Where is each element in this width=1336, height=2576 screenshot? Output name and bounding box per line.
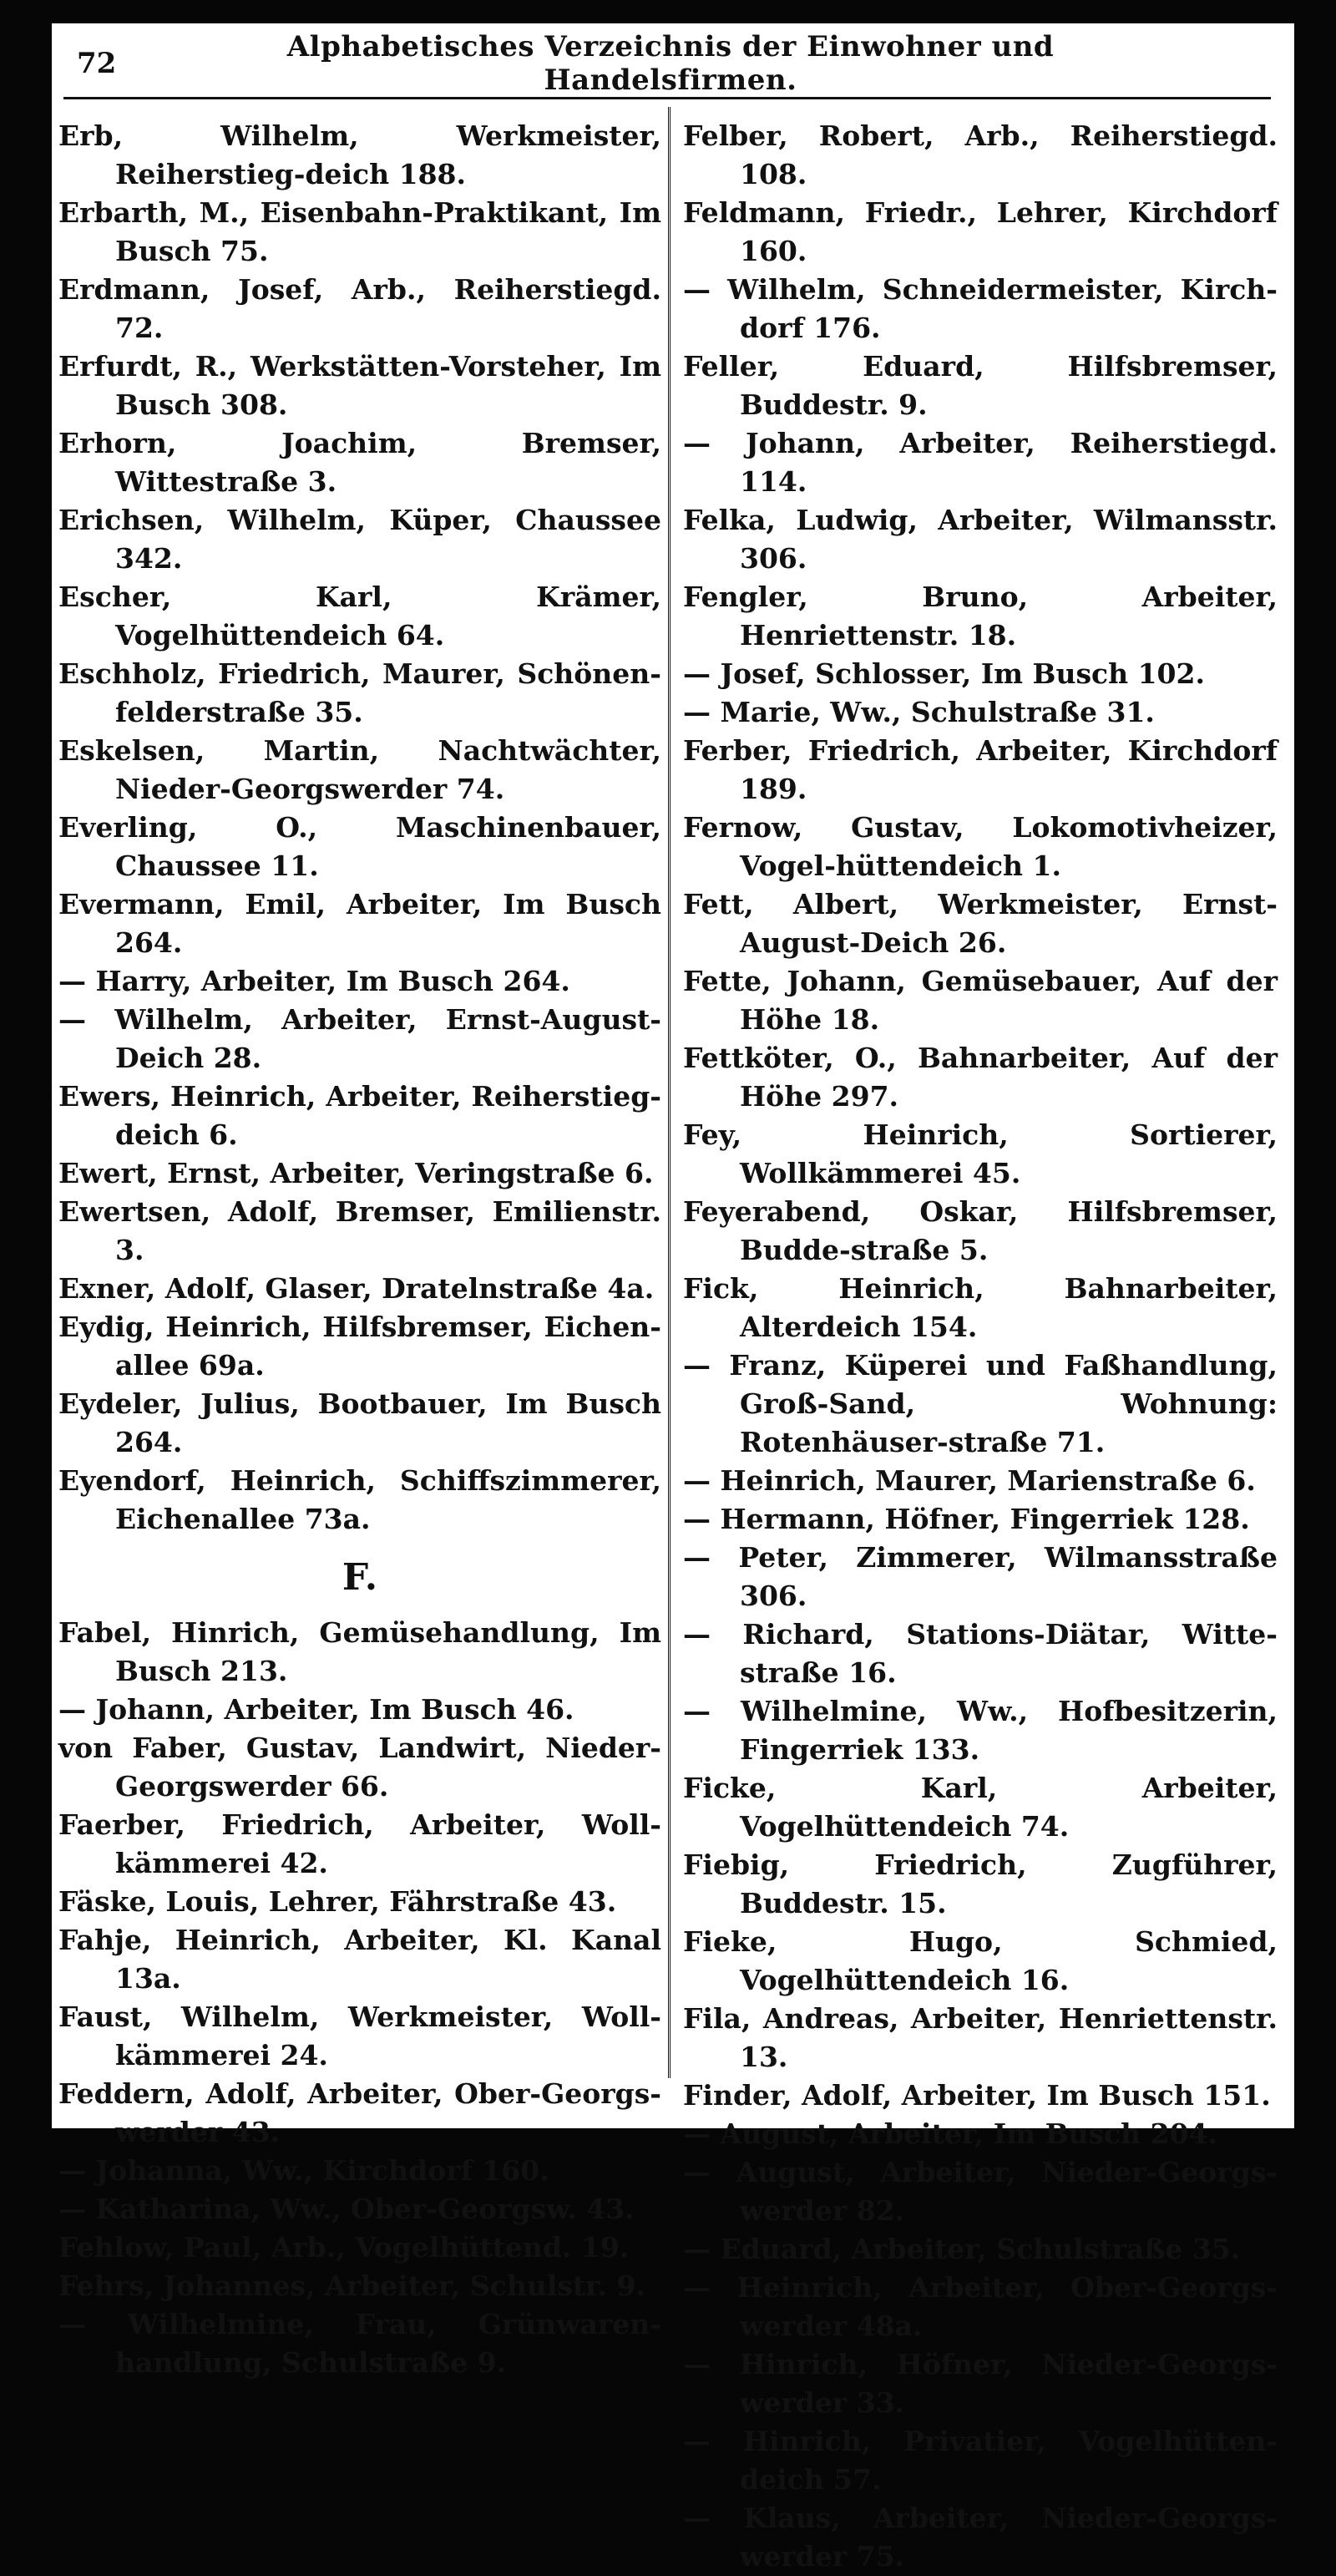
directory-entry: Faust, Wilhelm, Werkmeister, Woll-kämmerei 24. <box>58 2000 661 2071</box>
page-title: Alphabetisches Verzeichnis der Einwohner und Handelsfirmen. <box>286 30 1055 97</box>
directory-entry: Finder, Adolf, Arbeiter, Im Busch 151. <box>683 2079 1271 2112</box>
directory-entry: — Eduard, Arbeiter, Schulstraße 35. <box>683 2233 1241 2265</box>
directory-entry: — Hinrich, Privatier, Vogelhütten-deich 57. <box>683 2425 1278 2496</box>
directory-entry: Ewertsen, Adolf, Bremser, Emilienstr. 3. <box>58 1195 661 1266</box>
directory-entry: Exner, Adolf, Glaser, Dratelnstraße 4a. <box>58 1272 655 1305</box>
directory-entry: Felber, Robert, Arb., Reiherstiegd. 108. <box>683 119 1278 190</box>
directory-entry: Fettköter, O., Bahnarbeiter, Auf der Höhe 297. <box>683 1042 1278 1113</box>
directory-entry: von Faber, Gustav, Landwirt, Nieder-Georgswerder 66. <box>58 1732 661 1803</box>
left-entries-f <box>58 1614 661 2382</box>
directory-entry: Feldmann, Friedr., Lehrer, Kirchdorf 160. <box>683 196 1278 267</box>
directory-entry: — Wilhelmine, Ww., Hofbesitzerin, Fingerriek 133. <box>683 1695 1278 1766</box>
directory-entry: Fäske, Louis, Lehrer, Fährstraße 43. <box>58 1885 617 1918</box>
directory-entry: — Franz, Küperei und Faßhandlung, Groß-Sand, Wohnung: Rotenhäuser-straße 71. <box>683 1349 1278 1458</box>
directory-entry: Escher, Karl, Krämer, Vogelhüttendeich 64. <box>58 581 661 652</box>
directory-entry: Erdmann, Josef, Arb., Reiherstiegd. 72. <box>58 273 661 344</box>
page-header <box>77 30 1264 97</box>
directory-entry: Fehlow, Paul, Arb., Vogelhüttend. 19. <box>58 2231 630 2264</box>
directory-entry: Faerber, Friedrich, Arbeiter, Woll-kämmerei 42. <box>58 1808 661 1879</box>
directory-entry: Fehrs, Johannes, Arbeiter, Schulstr. 9. <box>58 2269 645 2302</box>
directory-entry: Fette, Johann, Gemüsebauer, Auf der Höhe 18. <box>683 965 1278 1036</box>
directory-entry: Eschholz, Friedrich, Maurer, Schönen-felderstraße 35. <box>58 657 661 728</box>
directory-entry: Fick, Heinrich, Bahnarbeiter, Alterdeich 154. <box>683 1272 1278 1343</box>
section-letter-f: F. <box>342 1556 378 1599</box>
directory-entry: — Katharina, Ww., Ober-Georgsw. 43. <box>58 2193 635 2225</box>
directory-entry: Eydig, Heinrich, Hilfsbremser, Eichen-allee 69a. <box>58 1311 661 1382</box>
directory-entry: Fiebig, Friedrich, Zugführer, Buddestr. 15. <box>683 1848 1278 1919</box>
left-entries-e <box>58 117 661 1539</box>
directory-entry: Ficke, Karl, Arbeiter, Vogelhüttendeich 74. <box>683 1772 1278 1843</box>
directory-entry: — Hermann, Höfner, Fingerriek 128. <box>683 1503 1250 1535</box>
directory-entry: — Wilhelm, Arbeiter, Ernst-August-Deich 28. <box>58 1003 661 1074</box>
directory-entry: Fila, Andreas, Arbeiter, Henriettenstr. 13. <box>683 2002 1278 2073</box>
directory-entry: Eydeler, Julius, Bootbauer, Im Busch 264. <box>58 1387 661 1458</box>
directory-entry: — Hinrich, Höfner, Nieder-Georgs-werder 33. <box>683 2348 1278 2419</box>
directory-entry: Eyendorf, Heinrich, Schiffszimmerer, Eichenallee 73a. <box>58 1464 661 1535</box>
directory-entry: Eskelsen, Martin, Nachtwächter, Nieder-Georgswerder 74. <box>58 734 661 805</box>
right-entries <box>683 117 1278 2576</box>
directory-entry: Erb, Wilhelm, Werkmeister, Reiherstieg-deich 188. <box>58 119 661 190</box>
directory-entry: — Klaus, Arbeiter, Nieder-Georgs-werder 75. <box>683 2502 1278 2573</box>
directory-entry: — Heinrich, Maurer, Marienstraße 6. <box>683 1464 1256 1497</box>
directory-entry: Erbarth, M., Eisenbahn-Praktikant, Im Busch 75. <box>58 196 661 267</box>
directory-entry: — Wilhelm, Schneidermeister, Kirch-dorf 176. <box>683 273 1278 344</box>
directory-entry: Fengler, Bruno, Arbeiter, Henriettenstr. 18. <box>683 581 1278 652</box>
directory-entry: Fernow, Gustav, Lokomotivheizer, Vogel-hüttendeich 1. <box>683 811 1278 882</box>
directory-entry: Everling, O., Maschinenbauer, Chaussee 11. <box>58 811 661 882</box>
directory-entry: — Heinrich, Arbeiter, Ober-Georgs-werder 48a. <box>683 2271 1278 2342</box>
page-number: 72 <box>77 47 117 80</box>
directory-entry: Erfurdt, R., Werkstätten-Vorsteher, Im Busch 308. <box>58 350 661 421</box>
header-rule <box>63 97 1271 99</box>
directory-entry: Erichsen, Wilhelm, Küper, Chaussee 342. <box>58 504 661 575</box>
directory-entry: Ferber, Friedrich, Arbeiter, Kirchdorf 189. <box>683 734 1278 805</box>
directory-entry: Feller, Eduard, Hilfsbremser, Buddestr. 9. <box>683 350 1278 421</box>
directory-entry: — Peter, Zimmerer, Wilmansstraße 306. <box>683 1541 1278 1612</box>
directory-entry: — Marie, Ww., Schulstraße 31. <box>683 696 1155 728</box>
directory-entry: — Josef, Schlosser, Im Busch 102. <box>683 657 1205 690</box>
left-column <box>58 117 661 2382</box>
column-divider <box>668 107 673 2078</box>
directory-entry: — Richard, Stations-Diätar, Witte-straße 16. <box>683 1618 1278 1689</box>
directory-page <box>52 23 1294 2573</box>
directory-entry: Fahje, Heinrich, Arbeiter, Kl. Kanal 13a. <box>58 1924 661 1995</box>
directory-entry: — Wilhelmine, Frau, Grünwaren-handlung, Schulstraße 9. <box>58 2308 661 2379</box>
directory-entry: — August, Arbeiter, Im Busch 204. <box>683 2117 1218 2150</box>
directory-entry: Ewert, Ernst, Arbeiter, Veringstraße 6. <box>58 1157 654 1189</box>
directory-entry: — Johanna, Ww., Kirchdorf 160. <box>58 2154 549 2187</box>
directory-entry: Felka, Ludwig, Arbeiter, Wilmansstr. 306. <box>683 504 1278 575</box>
directory-entry: Ewers, Heinrich, Arbeiter, Reiherstieg-deich 6. <box>58 1080 661 1151</box>
directory-entry: Fabel, Hinrich, Gemüsehandlung, Im Busch 213. <box>58 1616 661 1687</box>
directory-entry: — August, Arbeiter, Nieder-Georgs-werder 82. <box>683 2156 1278 2227</box>
directory-entry: Feddern, Adolf, Arbeiter, Ober-Georgs-werder 43. <box>58 2077 661 2148</box>
directory-entry: Feyerabend, Oskar, Hilfsbremser, Budde-straße 5. <box>683 1195 1278 1266</box>
directory-entry: Fey, Heinrich, Sortierer, Wollkämmerei 45. <box>683 1118 1278 1189</box>
directory-entry: Erhorn, Joachim, Bremser, Wittestraße 3. <box>58 427 661 498</box>
directory-entry: Fett, Albert, Werkmeister, Ernst-August-Deich 26. <box>683 888 1278 959</box>
directory-entry: — Johann, Arbeiter, Im Busch 46. <box>58 1693 574 1726</box>
directory-entry: — Harry, Arbeiter, Im Busch 264. <box>58 965 570 997</box>
directory-entry: Fieke, Hugo, Schmied, Vogelhüttendeich 16. <box>683 1925 1278 1996</box>
right-column <box>683 117 1278 2576</box>
directory-entry: — Johann, Arbeiter, Reiherstiegd. 114. <box>683 427 1278 498</box>
directory-entry: Evermann, Emil, Arbeiter, Im Busch 264. <box>58 888 661 959</box>
